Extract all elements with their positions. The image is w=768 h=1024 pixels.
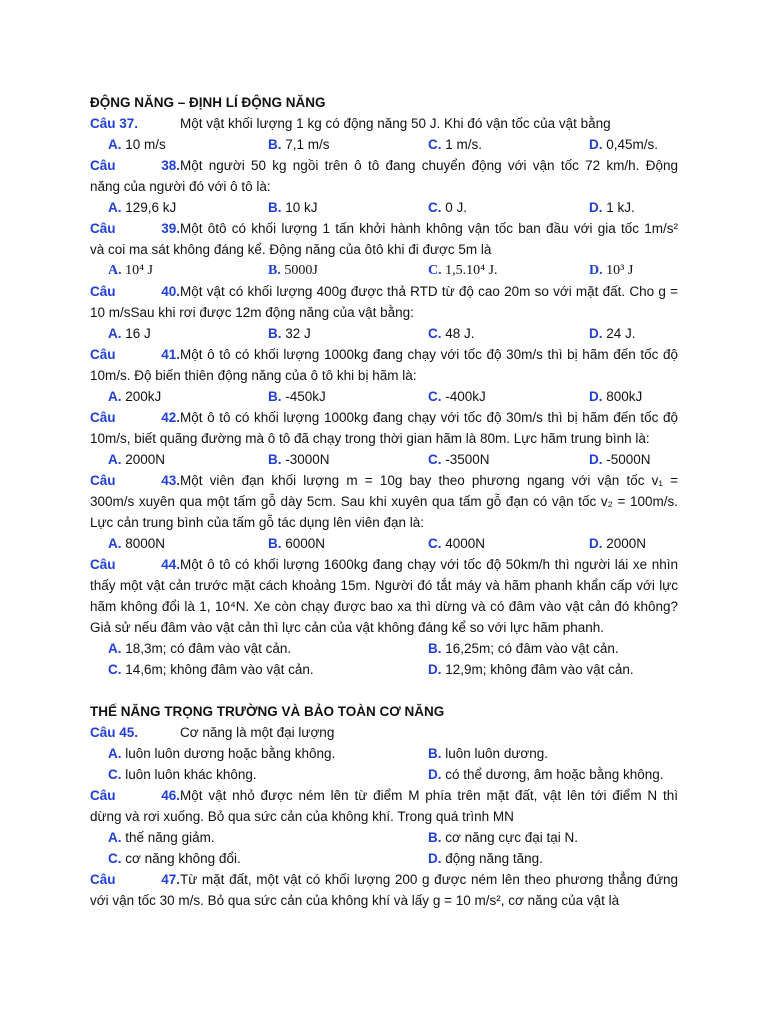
option-letter: C. bbox=[428, 200, 442, 215]
option-letter: D. bbox=[428, 851, 442, 866]
option-letter: B. bbox=[268, 536, 282, 551]
answer-option bbox=[108, 659, 314, 680]
option-letter: D. bbox=[428, 767, 442, 782]
option-text: 1,5.10⁴ J. bbox=[445, 263, 498, 278]
option-text: 18,3m; có đâm vào vật cản. bbox=[125, 641, 292, 656]
answer-option bbox=[108, 764, 257, 785]
option-text: 32 J bbox=[285, 326, 311, 341]
answer-option bbox=[428, 848, 543, 869]
answer-option bbox=[589, 323, 636, 344]
option-text: 16,25m; có đâm vào vật cản. bbox=[445, 641, 619, 656]
option-text: 800kJ bbox=[606, 389, 643, 404]
question-text: Một ô tô có khối lượng 1600kg đang chạy với tốc độ 50km/h thì người lái xe nhìn bbox=[180, 557, 678, 572]
question-block bbox=[90, 281, 678, 344]
answer-options-row bbox=[90, 743, 678, 764]
question-number: Câu 40. bbox=[90, 284, 180, 299]
answer-options-row bbox=[90, 638, 678, 659]
option-text: 10³ J bbox=[606, 263, 634, 278]
question-text-continued: 10m/s. Độ biến thiên động năng của ô tô khi bị hãm là: bbox=[90, 368, 417, 383]
section-title: ĐỘNG NĂNG – ĐỊNH LÍ ĐỘNG NĂNG bbox=[90, 95, 326, 110]
option-letter: A. bbox=[108, 263, 122, 278]
question-number: Câu 37. bbox=[90, 116, 139, 131]
option-letter: A. bbox=[108, 536, 122, 551]
section-title: THẾ NĂNG TRỌNG TRƯỜNG VÀ BẢO TOÀN CƠ NĂNG bbox=[90, 704, 445, 719]
option-letter: A. bbox=[108, 326, 122, 341]
answer-option bbox=[268, 386, 326, 407]
option-text: 10 kJ bbox=[285, 200, 318, 215]
question-text: Từ mặt đất, một vật có khối lượng 200 g được ném lên theo phương thẳng đứng bbox=[180, 872, 678, 887]
question-first-line bbox=[90, 344, 678, 365]
answer-option bbox=[268, 260, 318, 281]
question-first-line bbox=[90, 785, 678, 806]
option-letter: A. bbox=[108, 746, 122, 761]
answer-option bbox=[268, 197, 318, 218]
question-number: Câu 47. bbox=[90, 872, 180, 887]
answer-option bbox=[268, 134, 330, 155]
option-letter: C. bbox=[428, 137, 442, 152]
answer-option bbox=[268, 323, 311, 344]
question-block bbox=[90, 785, 678, 869]
option-letter: D. bbox=[589, 137, 603, 152]
option-letter: D. bbox=[589, 452, 603, 467]
option-text: cơ năng không đổi. bbox=[125, 851, 241, 866]
answer-option bbox=[108, 638, 291, 659]
answer-option bbox=[589, 449, 651, 470]
answer-options-row bbox=[90, 848, 678, 869]
question-first-line bbox=[90, 155, 678, 176]
answer-option bbox=[428, 449, 490, 470]
option-text: 48 J. bbox=[445, 326, 475, 341]
answer-option bbox=[428, 533, 485, 554]
answer-options-row bbox=[90, 197, 678, 218]
option-letter: B. bbox=[268, 137, 282, 152]
question-first-line bbox=[90, 407, 678, 428]
answer-option bbox=[268, 449, 330, 470]
option-letter: C. bbox=[428, 263, 442, 278]
option-text: 16 J bbox=[125, 326, 151, 341]
option-letter: C. bbox=[108, 851, 122, 866]
answer-option bbox=[108, 323, 151, 344]
option-letter: B. bbox=[428, 746, 442, 761]
answer-options-row bbox=[90, 386, 678, 407]
question-list bbox=[90, 92, 678, 911]
option-letter: C. bbox=[428, 326, 442, 341]
section-spacer bbox=[90, 680, 678, 701]
option-text: 0 J. bbox=[445, 200, 468, 215]
question-text: Một vật có khối lượng 400g được thả RTD từ độ cao 20m so với mặt đất. Cho g = bbox=[180, 284, 678, 299]
option-text: 2000N bbox=[606, 536, 647, 551]
answer-option bbox=[589, 197, 635, 218]
option-text: 4000N bbox=[445, 536, 486, 551]
question-number: Câu 39. bbox=[90, 221, 180, 236]
option-text: 2000N bbox=[125, 452, 166, 467]
answer-options-row bbox=[90, 659, 678, 680]
option-text: 12,9m; không đâm vào vật cản. bbox=[445, 662, 634, 677]
option-text: 7,1 m/s bbox=[285, 137, 330, 152]
option-letter: C. bbox=[428, 536, 442, 551]
answer-option bbox=[108, 134, 166, 155]
question-text: Một ô tô có khối lượng 1000kg đang chạy với tốc độ 30m/s thì bị hãm đến tốc độ bbox=[180, 410, 678, 425]
question-block bbox=[90, 554, 678, 680]
answer-option bbox=[589, 386, 642, 407]
option-text: -400kJ bbox=[445, 389, 486, 404]
question-text: Một vật nhỏ được ném lên từ điểm M phía trên mặt đất, vật lên tới điểm N thì bbox=[180, 788, 678, 803]
option-text: 10 m/s bbox=[125, 137, 166, 152]
answer-option bbox=[428, 260, 497, 281]
option-letter: C. bbox=[428, 389, 442, 404]
option-text: thế năng giảm. bbox=[125, 830, 215, 845]
option-letter: B. bbox=[268, 200, 282, 215]
option-text: 6000N bbox=[285, 536, 326, 551]
option-letter: A. bbox=[108, 137, 122, 152]
question-block bbox=[90, 155, 678, 218]
answer-option bbox=[428, 197, 467, 218]
option-text: luôn luôn dương. bbox=[445, 746, 548, 761]
option-letter: B. bbox=[268, 452, 282, 467]
option-text: 8000N bbox=[125, 536, 166, 551]
answer-option bbox=[108, 260, 153, 281]
option-letter: C. bbox=[108, 662, 122, 677]
question-text-continued: và coi ma sát không đáng kể. Động năng của ôtô khi đi được 5m là bbox=[90, 242, 492, 257]
option-text: 5000J bbox=[284, 263, 318, 278]
answer-option bbox=[268, 533, 325, 554]
option-letter: A. bbox=[108, 452, 122, 467]
answer-options-row bbox=[90, 449, 678, 470]
option-letter: B. bbox=[428, 641, 442, 656]
option-letter: D. bbox=[428, 662, 442, 677]
option-letter: C. bbox=[108, 767, 122, 782]
answer-option bbox=[589, 134, 658, 155]
question-number: Câu 44. bbox=[90, 557, 180, 572]
option-text: 200kJ bbox=[125, 389, 162, 404]
option-text: 24 J. bbox=[606, 326, 636, 341]
answer-option bbox=[428, 386, 486, 407]
question-text-continued: thấy một vật cản trước mặt cách khoảng 15m. Người đó tắt máy và hãm phanh khẩn cấp với lực bbox=[90, 578, 678, 593]
option-text: -450kJ bbox=[285, 389, 326, 404]
question-block bbox=[90, 470, 678, 554]
option-text: -5000N bbox=[606, 452, 651, 467]
question-block bbox=[90, 344, 678, 407]
question-first-line bbox=[90, 869, 678, 890]
option-text: 1 m/s. bbox=[445, 137, 483, 152]
question-first-line bbox=[90, 113, 678, 134]
option-text: 10⁴ J bbox=[125, 263, 153, 278]
answer-option bbox=[428, 743, 548, 764]
question-text-continued: Giả sử nếu đâm vào vật cản thì lực cản của vật không đáng kể so với lực hãm phanh. bbox=[90, 620, 604, 635]
option-text: -3500N bbox=[445, 452, 490, 467]
answer-options-row bbox=[90, 533, 678, 554]
answer-option bbox=[108, 197, 176, 218]
option-letter: D. bbox=[589, 263, 603, 278]
answer-option bbox=[108, 449, 165, 470]
answer-option bbox=[428, 827, 578, 848]
answer-options-row bbox=[90, 764, 678, 785]
answer-options-row bbox=[90, 134, 678, 155]
question-block bbox=[90, 113, 678, 155]
option-text: cơ năng cực đại tại N. bbox=[445, 830, 578, 845]
answer-option bbox=[428, 638, 619, 659]
question-number: Câu 43. bbox=[90, 473, 180, 488]
option-letter: B. bbox=[268, 263, 281, 278]
option-text: 0,45m/s. bbox=[606, 137, 659, 152]
option-letter: A. bbox=[108, 641, 122, 656]
question-block bbox=[90, 722, 678, 785]
question-text: Một ô tô có khối lượng 1000kg đang chạy với tốc độ 30m/s thì bị hãm đến tốc độ bbox=[180, 347, 678, 362]
question-number: Câu 42. bbox=[90, 410, 180, 425]
answer-options-row bbox=[90, 323, 678, 344]
question-first-line bbox=[90, 470, 678, 491]
option-text: luôn luôn khác không. bbox=[125, 767, 257, 782]
question-first-line bbox=[90, 218, 678, 239]
option-text: động năng tăng. bbox=[445, 851, 543, 866]
option-text: 129,6 kJ bbox=[125, 200, 177, 215]
question-number: Câu 38. bbox=[90, 158, 180, 173]
option-letter: A. bbox=[108, 200, 122, 215]
answer-option bbox=[108, 743, 335, 764]
option-letter: D. bbox=[589, 536, 603, 551]
question-text-continued: năng của người đó với ô tô là: bbox=[90, 179, 271, 194]
question-text-continued: Lực cản trung bình của tấm gỗ tác dụng lên viên đạn là: bbox=[90, 515, 425, 530]
option-letter: A. bbox=[108, 389, 122, 404]
question-first-line bbox=[90, 281, 678, 302]
question-first-line bbox=[90, 722, 678, 743]
question-text: Cơ năng là một đại lượng bbox=[180, 725, 335, 740]
question-text: Một vật khối lượng 1 kg có động năng 50 J. Khi đó vận tốc của vật bằng bbox=[180, 116, 611, 131]
option-letter: C. bbox=[428, 452, 442, 467]
question-number: Câu 46. bbox=[90, 788, 180, 803]
question-text: Một người 50 kg ngồi trên ô tô đang chuyển động với vận tốc 72 km/h. Động bbox=[180, 158, 678, 173]
option-letter: B. bbox=[428, 830, 442, 845]
question-text-continued: 10 m/sSau khi rơi được 12m động năng của vật bằng: bbox=[90, 305, 414, 320]
question-block bbox=[90, 218, 678, 281]
answer-option bbox=[428, 764, 664, 785]
option-letter: D. bbox=[589, 389, 603, 404]
question-text-continued: 10m/s, biết quãng đường mà ô tô đã chạy trong thời gian hãm là 80m. Lực hãm trung bình là: bbox=[90, 431, 650, 446]
question-number: Câu 45. bbox=[90, 725, 139, 740]
answer-option bbox=[428, 134, 482, 155]
option-text: 1 kJ. bbox=[606, 200, 635, 215]
question-text: Một ôtô có khối lượng 1 tấn khởi hành không vận tốc ban đầu với gia tốc 1m/s² bbox=[180, 221, 678, 236]
answer-option bbox=[108, 827, 215, 848]
question-block bbox=[90, 407, 678, 470]
option-letter: B. bbox=[268, 389, 282, 404]
question-first-line bbox=[90, 554, 678, 575]
answer-option bbox=[589, 260, 633, 281]
question-text: Một viên đạn khối lượng m = 10g bay theo phương ngang với vận tốc v₁ = bbox=[180, 473, 678, 488]
question-number: Câu 41. bbox=[90, 347, 180, 362]
answer-option bbox=[108, 533, 165, 554]
question-text-continued: với vận tốc 30 m/s. Bỏ qua sức cản của không khí và lấy g = 10 m/s², cơ năng của vật là bbox=[90, 893, 620, 908]
answer-options-row bbox=[90, 827, 678, 848]
option-letter: D. bbox=[589, 326, 603, 341]
option-text: luôn luôn dương hoặc bằng không. bbox=[125, 746, 336, 761]
option-text: -3000N bbox=[285, 452, 330, 467]
answer-option bbox=[108, 848, 241, 869]
answer-option bbox=[108, 386, 161, 407]
option-text: 14,6m; không đâm vào vật cản. bbox=[125, 662, 314, 677]
answer-option bbox=[428, 323, 475, 344]
option-letter: B. bbox=[268, 326, 282, 341]
question-block bbox=[90, 869, 678, 911]
answer-options-row bbox=[90, 260, 678, 281]
option-letter: D. bbox=[589, 200, 603, 215]
question-text-continued: hãm không đổi là 1, 10⁴N. Xe còn chạy được bao xa thì dừng và có đâm vào vật cản đó không? bbox=[90, 599, 678, 614]
answer-option bbox=[589, 533, 646, 554]
option-letter: A. bbox=[108, 830, 122, 845]
question-text-continued: dừng và rơi xuống. Bỏ qua sức cản của không khí. Trong quá trình MN bbox=[90, 809, 514, 824]
question-text-continued: 300m/s xuyên qua một tấm gỗ dày 5cm. Sau khi xuyên qua tấm gỗ đạn có vận tốc v₂ = 100m/s. bbox=[90, 494, 678, 509]
answer-option bbox=[428, 659, 634, 680]
option-text: có thể dương, âm hoặc bằng không. bbox=[445, 767, 664, 782]
